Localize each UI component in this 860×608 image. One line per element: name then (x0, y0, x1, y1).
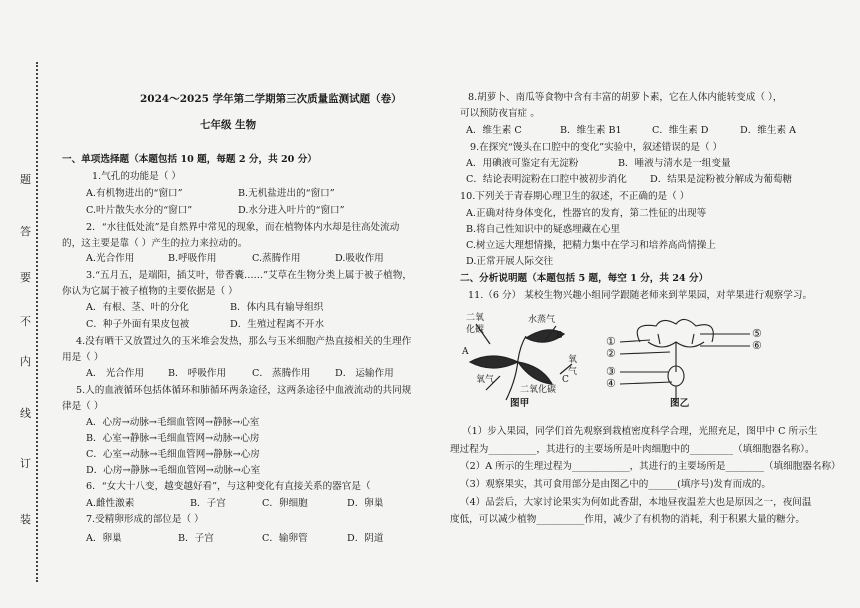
figure-label-co2: 化碳 (466, 325, 485, 335)
question-text: （3）观察果实，其可食用部分是由图乙中的______(填序号)发育而成的。 (460, 479, 771, 490)
option-text: A．用碘液可鉴定有无淀粉 (466, 158, 579, 169)
option-text: B．体内具有输导组织 (230, 302, 324, 313)
question-text: （2）A 所示的生理过程为____________，其进行的主要场所是________（填细胞器名称） (460, 461, 841, 472)
exam-title: 2024～2025 学年第二学期第三次质量监测试题（卷） (140, 93, 402, 105)
option-text: B．子宫 (178, 533, 214, 544)
option-text: B.呼吸作用 (168, 253, 217, 264)
option-text: C．输卵管 (262, 533, 308, 544)
option-text: D．结果是淀粉被分解成为葡萄糖 (650, 174, 793, 185)
pointer-4 (620, 382, 672, 384)
option-text: C． 蒸腾作用 (252, 368, 311, 379)
pointer-1 (620, 340, 650, 342)
question-text: 的，这主要是靠（ ）产生的拉力来拉动的。 (62, 238, 248, 249)
question-text: 4.没有晒干又放置过久的玉米堆会发热，那么与玉米细胞产热直接相关的生理作 (76, 336, 412, 347)
figure-label-vapor: 水蒸气 (528, 315, 556, 325)
option-text: D． 运输作用 (335, 368, 394, 379)
question-text: 6．“女大十八变，越变越好看”，与这种变化有直接关系的器官是（ (86, 481, 371, 492)
figure-marker-1: ① (606, 335, 616, 348)
option-text: C．种子外面有果皮包被 (86, 319, 190, 330)
leaf-left (470, 356, 518, 368)
figure-label-co2-bottom: 二氧化碳 (520, 385, 557, 395)
option-text: C.蒸腾作用 (252, 253, 301, 264)
question-text: （1）步入果园，同学们首先观察到栽植密度科学合理，光照充足，图甲中 C 所示生 (462, 426, 818, 437)
figure-label-co2: 二氧 (466, 313, 485, 323)
margin-label: 订 (20, 457, 31, 470)
option-text: B．维生素 B1 (560, 125, 622, 136)
option-text: B．子宫 (190, 498, 226, 509)
option-text: D．维生素 A (740, 125, 797, 136)
pointer-2 (620, 352, 670, 354)
figure-label-c: C (562, 375, 569, 385)
figure-marker-6: ⑥ (752, 339, 762, 352)
question-text: 8.胡萝卜、南瓜等食物中含有丰富的胡萝卜素，它在人体内能转变成（ ）， (468, 92, 783, 103)
leaf-right (518, 362, 552, 384)
margin-label: 要 (20, 271, 31, 284)
option-text: B．心室→静脉→毛细血管网→动脉→心房 (86, 433, 260, 444)
question-text: 度低，可以减少植物__________作用，减少了有机物的消耗，利于积累大量的糖分。 (450, 514, 805, 525)
option-text: B．唾液与清水是一组变量 (618, 158, 731, 169)
figure-marker-5: ⑤ (752, 327, 762, 340)
option-text: D．生殖过程离不开水 (230, 319, 325, 330)
section-heading: 一、单项选择题（本题包括 10 题，每题 2 分，共 20 分） (62, 154, 317, 165)
option-text: C．维生素 D (652, 125, 709, 136)
figure-label-o2: 氧气 (476, 375, 495, 385)
option-text: B.将自己性知识中的疑惑埋藏在心里 (466, 224, 621, 235)
binding-margin (0, 0, 52, 608)
figure-label-a: A (462, 347, 469, 357)
margin-label: 线 (20, 407, 31, 420)
option-text: A．心房→动脉→毛细血管网→静脉→心室 (86, 417, 260, 428)
option-text: A．卵巢 (86, 533, 122, 544)
question-text: 理过程为__________，其进行的主要场所是叶肉细胞中的_________（填细胞器名称）。 (450, 444, 815, 455)
option-text: A．有根、茎、叶的分化 (86, 302, 189, 313)
question-text: （4）品尝后，大家讨论果实为何如此香甜，本地昼夜温差大也是原因之一，夜间温 (460, 497, 812, 508)
option-text: D．心房→静脉→毛细血管网→动脉→心室 (86, 465, 261, 476)
option-text: A.正确对待身体变化，性器官的发育，第二性征的出现等 (466, 208, 707, 219)
figure-label-b: B (556, 331, 563, 341)
question-text: 1.气孔的功能是（ ） (92, 171, 181, 182)
option-text: D.吸收作用 (335, 253, 384, 264)
petals (637, 319, 713, 342)
option-text: A.有机物进出的“窗口” (86, 188, 183, 199)
option-text: A．维生素 C (466, 125, 522, 136)
figure-marker-2: ② (606, 347, 616, 360)
question-text: 可以预防夜盲症 。 (460, 108, 540, 119)
figure-marker-3: ③ (606, 365, 616, 378)
figure-yi (600, 312, 768, 404)
question-text: 律是（ ） (62, 401, 104, 412)
question-text: 2．“水往低处流”是自然界中常见的现象，而在植物体内水却是往高处流动 (86, 222, 400, 233)
exam-subtitle: 七年级 生物 (200, 119, 257, 131)
margin-label: 装 (20, 513, 31, 526)
option-text: C．卵细胞 (262, 498, 308, 509)
question-text: 7.受精卵形成的部位是（ ） (86, 514, 204, 525)
figure-label-o2-right: 气 (568, 367, 578, 377)
margin-label: 答 (20, 225, 31, 238)
option-text: D．卵巢 (347, 498, 384, 509)
option-text: D.水分进入叶片的“窗口” (238, 205, 345, 216)
option-text: C．心室→动脉→毛细血管网→静脉→心房 (86, 449, 260, 460)
option-text: A． 光合作用 (86, 368, 144, 379)
option-text: A.雌性激素 (86, 498, 135, 509)
margin-label: 内 (20, 355, 31, 368)
question-text: 9.在探究“馒头在口腔中的变化”实验中，叙述错误的是（ ） (470, 142, 723, 153)
option-text: C.叶片散失水分的“窗口” (86, 205, 193, 216)
question-text: 用是（ ） (62, 352, 104, 363)
question-text: 3.“五月五，是端阳，插艾叶，带香囊……”艾草在生物分类上属于被子植物， (86, 270, 412, 281)
question-text: 你认为它属于被子植物的主要依据是（ ） (62, 286, 238, 297)
option-text: A.光合作用 (86, 253, 135, 264)
question-text: 5.人的血液循环包括体循环和肺循环两条途径，这两条途径中血液流动的共同规 (76, 385, 412, 396)
option-text: D．阴道 (347, 533, 384, 544)
margin-label: 题 (20, 173, 31, 186)
figure-caption-yi: 图乙 (670, 398, 690, 409)
question-text: 11.（6 分） 某校生物兴趣小组同学跟随老师来到苹果园，对苹果进行观察学习。 (468, 290, 813, 301)
option-text: C．结论表明淀粉在口腔中被初步消化 (466, 174, 627, 185)
figure-label-o2-right: 氧 (568, 355, 578, 365)
section-heading: 二、分析说明题（本题包括 5 题，每空 1 分，共 24 分） (460, 273, 709, 284)
option-text: B． 呼吸作用 (168, 368, 227, 379)
option-text: C.树立远大理想情操，把精力集中在学习和培养高尚情操上 (466, 240, 716, 251)
question-text: 10.下列关于青春期心理卫生的叙述，不正确的是（ ） (460, 191, 690, 202)
margin-label: 不 (20, 315, 31, 328)
binding-dotted-line (36, 62, 38, 582)
option-text: B.无机盐进出的“窗口” (238, 188, 335, 199)
option-text: D.正常开展人际交往 (466, 256, 554, 267)
figure-caption-jia: 图甲 (510, 398, 530, 409)
figure-marker-4: ④ (606, 377, 616, 390)
